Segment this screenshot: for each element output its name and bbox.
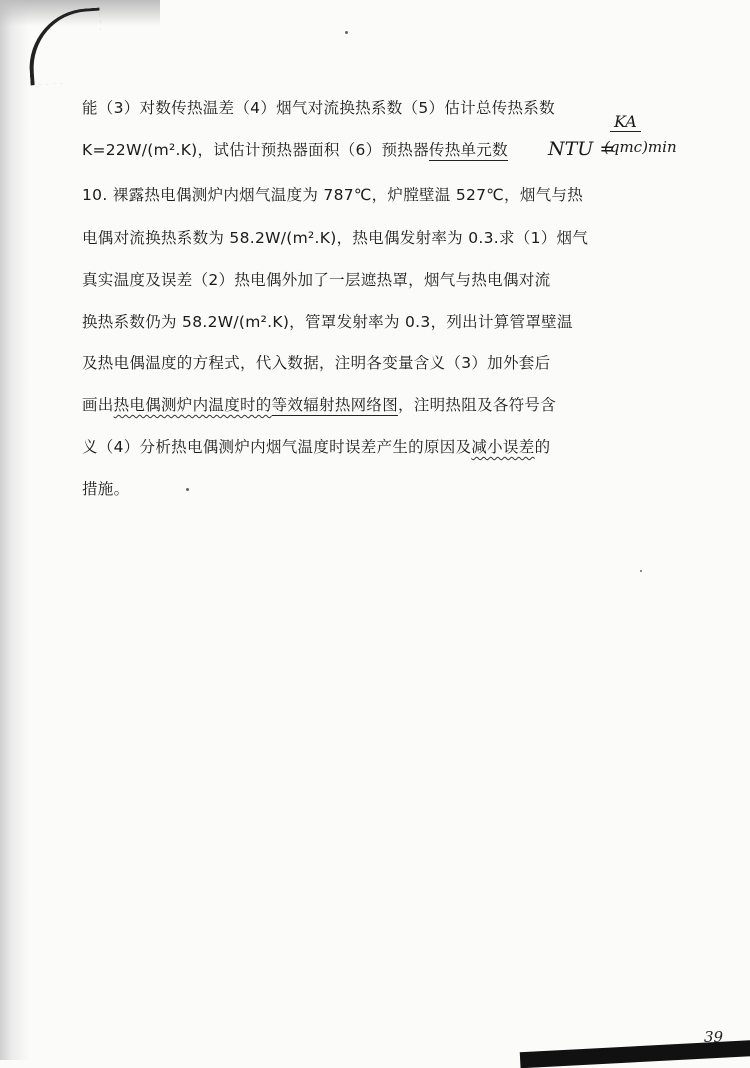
underlined-ntu-term: 传热单元数: [428, 141, 508, 159]
text-line-7: 及热电偶温度的方程式，代入数据，注明各变量含义（3）加外套后: [82, 354, 551, 372]
underlined-thermocouple-phrase: 热电偶测炉内温度时的: [113, 396, 272, 414]
text-line-8-b: ，注明热阻及各符号含: [398, 396, 557, 414]
text-line-8: [82, 395, 556, 415]
underlined-reduce-error: 减小误差: [471, 438, 535, 456]
speck: [640, 570, 642, 572]
text-line-9: [82, 437, 550, 457]
text-line-9-a: 义（4）分析热电偶测炉内烟气温度时误差产生的原因及: [82, 438, 472, 456]
text-line-2-prefix: K=22W/(m².K)，试估计预热器面积（6）预热器: [82, 141, 429, 159]
text-line-10: 措施。: [82, 480, 130, 498]
page-number: 39: [704, 1028, 724, 1046]
speck: [345, 31, 348, 34]
text-line-5: 真实温度及误差（2）热电偶外加了一层遮热罩，烟气与热电偶对流: [82, 271, 551, 289]
text-line-4: 电偶对流换热系数为 58.2W/(m².K)，热电偶发射率为 0.3.求（1）烟气: [82, 229, 589, 247]
text-line-1: 能（3）对数传热温差（4）烟气对流换热系数（5）估计总传热系数: [82, 99, 555, 117]
text-line-2: [82, 140, 508, 160]
text-line-3: 10. 裸露热电偶测炉内烟气温度为 787℃，炉膛壁温 527℃，烟气与热: [82, 186, 584, 204]
text-line-8-a: 画出: [82, 396, 114, 414]
text-line-6: 换热系数仍为 58.2W/(m².K)，管罩发射率为 0.3，列出计算管罩壁温: [82, 313, 573, 331]
ntu-lhs: NTU =: [548, 138, 616, 160]
text-line-9-b: 的: [534, 438, 551, 456]
ntu-denominator: (qmc)min: [604, 138, 677, 156]
ntu-numerator: KA: [610, 112, 641, 132]
speck: [186, 488, 189, 491]
handwritten-ntu-formula: [548, 112, 677, 166]
scan-shadow-left: [0, 0, 30, 1060]
underlined-radiation-network: 等效辐射热网络图: [271, 396, 399, 414]
